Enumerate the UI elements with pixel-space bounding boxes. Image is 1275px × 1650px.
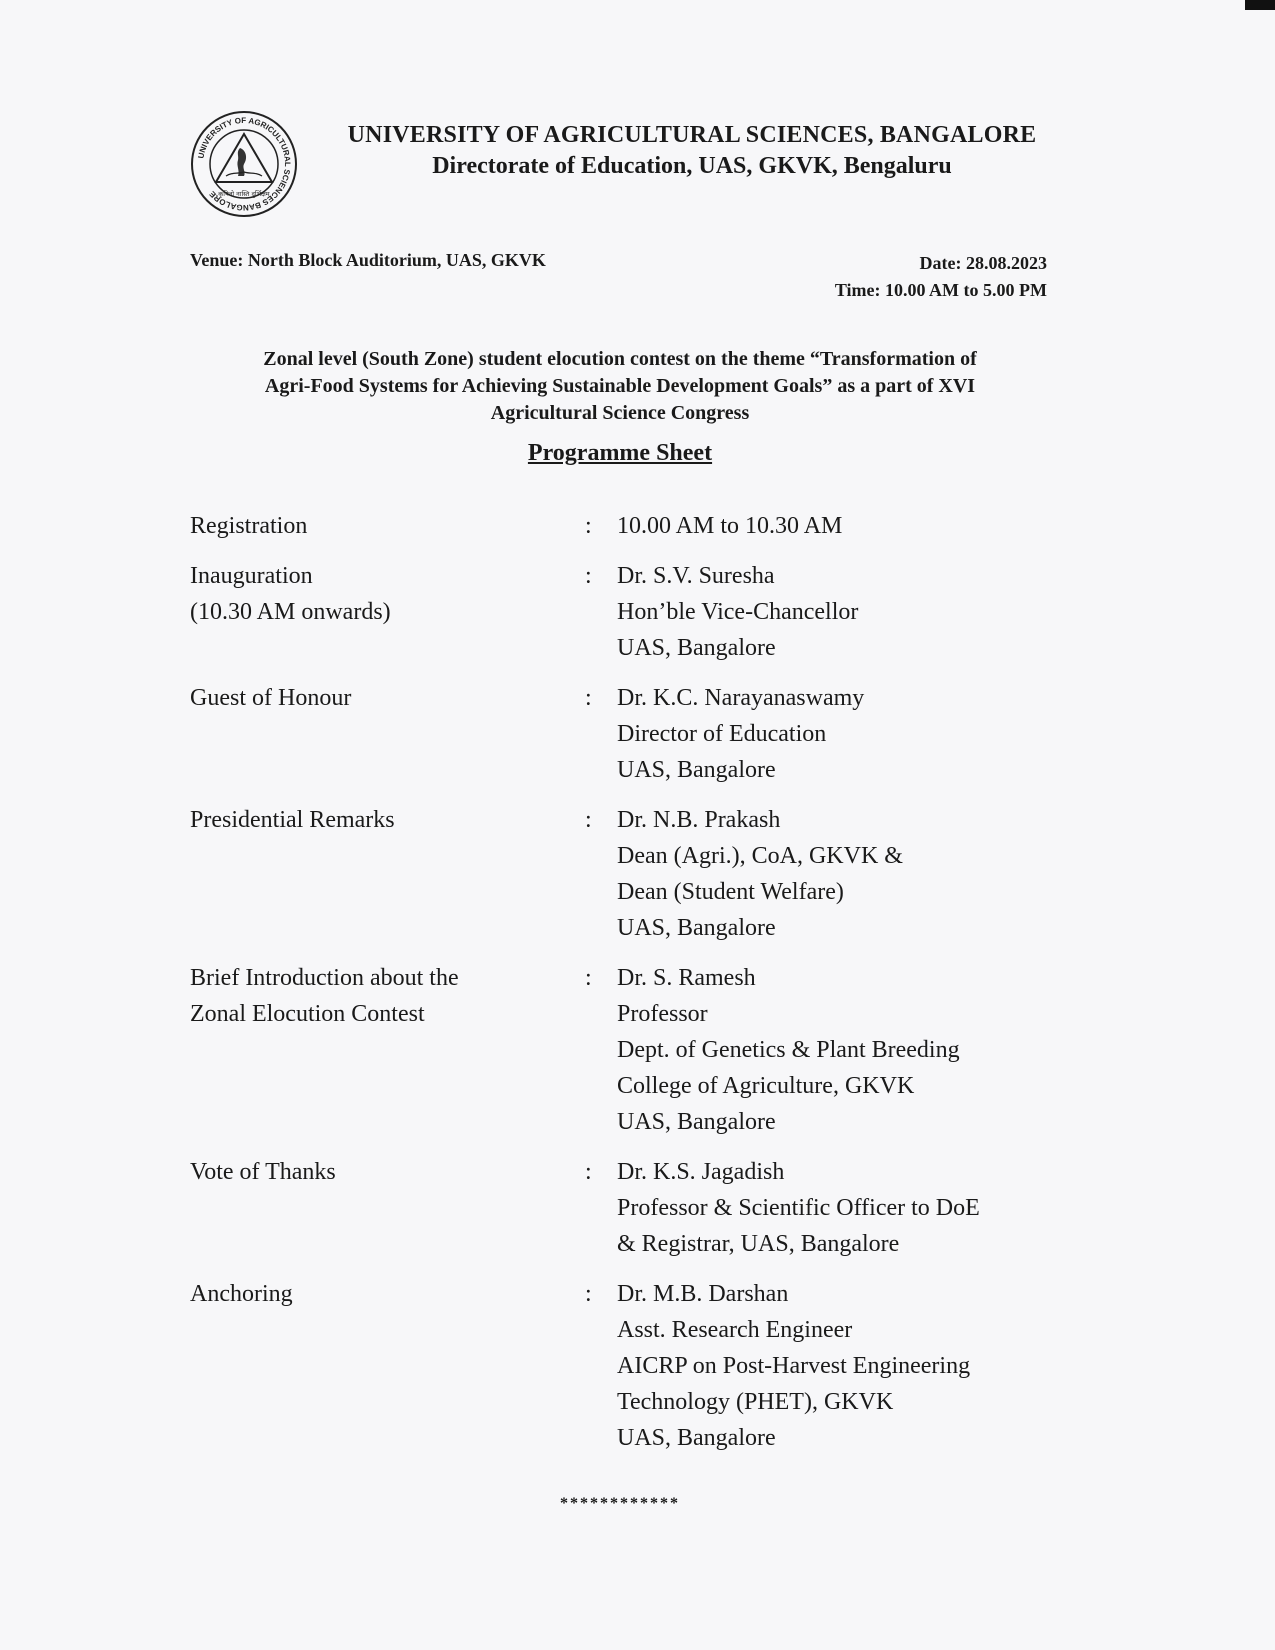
programme-item-value: [617, 802, 1070, 946]
label-line: (10.30 AM onwards): [190, 599, 391, 625]
programme-item-value: [617, 1276, 1070, 1456]
date-time-block: [835, 250, 1047, 304]
scan-artifact: [1245, 0, 1275, 10]
programme-item-value: [617, 1154, 1070, 1262]
programme-row: [190, 680, 1070, 788]
label-line: Inauguration: [190, 563, 313, 589]
colon-separator: :: [585, 965, 592, 991]
colon-separator: :: [585, 685, 592, 711]
programme-row: [190, 802, 1070, 946]
label-line: Registration: [190, 513, 308, 539]
value-line: Dr. N.B. Prakash: [617, 807, 781, 833]
theme-line: Agri-Food Systems for Achieving Sustainable Development Goals” as a part of XVI: [264, 375, 976, 397]
label-line: Presidential Remarks: [190, 807, 395, 833]
value-line: Technology (PHET), GKVK: [617, 1389, 894, 1415]
programme-row: [190, 508, 1070, 544]
directorate-name: Directorate of Education, UAS, GKVK, Bengaluru: [432, 153, 952, 179]
programme-row: [190, 960, 1070, 1140]
colon-separator: :: [585, 1159, 592, 1185]
document-header: [322, 120, 1062, 182]
seal-ring-text: UNIVERSITY OF AGRICULTURAL SCIENCES BANGALORE: [196, 115, 293, 213]
label-line: Vote of Thanks: [190, 1159, 336, 1185]
value-line: Dept. of Genetics & Plant Breeding: [617, 1037, 960, 1063]
value-line: UAS, Bangalore: [617, 757, 776, 783]
value-line: Dr. S.V. Suresha: [617, 563, 775, 589]
value-line: UAS, Bangalore: [617, 1425, 776, 1451]
colon-separator: :: [585, 1281, 592, 1307]
programme-sheet-title: Programme Sheet: [527, 440, 713, 466]
theme-line: Agricultural Science Congress: [490, 402, 750, 424]
programme-item-label: [190, 960, 585, 1140]
time-text: Time: 10.00 AM to 5.00 PM: [834, 280, 1047, 300]
colon-separator: :: [585, 807, 592, 833]
value-line: Dr. M.B. Darshan: [617, 1281, 789, 1307]
value-line: Dr. K.S. Jagadish: [617, 1159, 785, 1185]
programme-item-label: [190, 508, 585, 544]
programme-item-label: [190, 680, 585, 788]
value-line: Hon’ble Vice-Chancellor: [617, 599, 859, 625]
value-line: Director of Education: [617, 721, 827, 747]
value-line: Dean (Student Welfare): [617, 879, 844, 905]
programme-item-label: [190, 802, 585, 946]
programme-item-value: [617, 960, 1070, 1140]
programme-list: [190, 508, 1070, 1456]
programme-item-value: [617, 680, 1070, 788]
venue-text: Venue: North Block Auditorium, UAS, GKVK: [190, 250, 546, 270]
value-line: Asst. Research Engineer: [617, 1317, 853, 1343]
programme-item-value: [617, 558, 1070, 666]
label-line: Anchoring: [190, 1281, 293, 1307]
value-line: College of Agriculture, GKVK: [617, 1073, 915, 1099]
value-line: UAS, Bangalore: [617, 1109, 776, 1135]
colon-separator: :: [585, 513, 592, 539]
contest-theme: [190, 346, 1050, 427]
value-line: Dr. S. Ramesh: [617, 965, 756, 991]
programme-row: [190, 558, 1070, 666]
value-line: & Registrar, UAS, Bangalore: [617, 1231, 900, 1257]
value-line: AICRP on Post-Harvest Engineering: [617, 1353, 971, 1379]
end-separator: ************: [560, 1495, 680, 1512]
value-line: 10.00 AM to 10.30 AM: [617, 513, 843, 539]
programme-item-label: [190, 1154, 585, 1262]
date-text: Date: 28.08.2023: [919, 253, 1047, 273]
value-line: Dean (Agri.), CoA, GKVK &: [617, 843, 903, 869]
university-seal-icon: [190, 110, 298, 218]
value-line: UAS, Bangalore: [617, 915, 776, 941]
programme-item-label: [190, 558, 585, 666]
value-line: Professor: [617, 1001, 708, 1027]
programme-row: [190, 1276, 1070, 1456]
university-name: UNIVERSITY OF AGRICULTURAL SCIENCES, BANGALORE: [347, 122, 1037, 148]
value-line: UAS, Bangalore: [617, 635, 776, 661]
programme-row: [190, 1154, 1070, 1262]
label-line: Zonal Elocution Contest: [190, 1001, 425, 1027]
programme-item-value: [617, 508, 1070, 544]
label-line: Guest of Honour: [190, 685, 352, 711]
theme-line: Zonal level (South Zone) student elocution contest on the theme “Transformation of: [263, 348, 977, 370]
label-line: Brief Introduction about the: [190, 965, 459, 991]
seal-motto: कृषितो नास्ति दुर्भिक्षम्: [218, 190, 270, 198]
value-line: Dr. K.C. Narayanaswamy: [617, 685, 865, 711]
colon-separator: :: [585, 563, 592, 589]
programme-item-label: [190, 1276, 585, 1456]
value-line: Professor & Scientific Officer to DoE: [617, 1195, 980, 1221]
